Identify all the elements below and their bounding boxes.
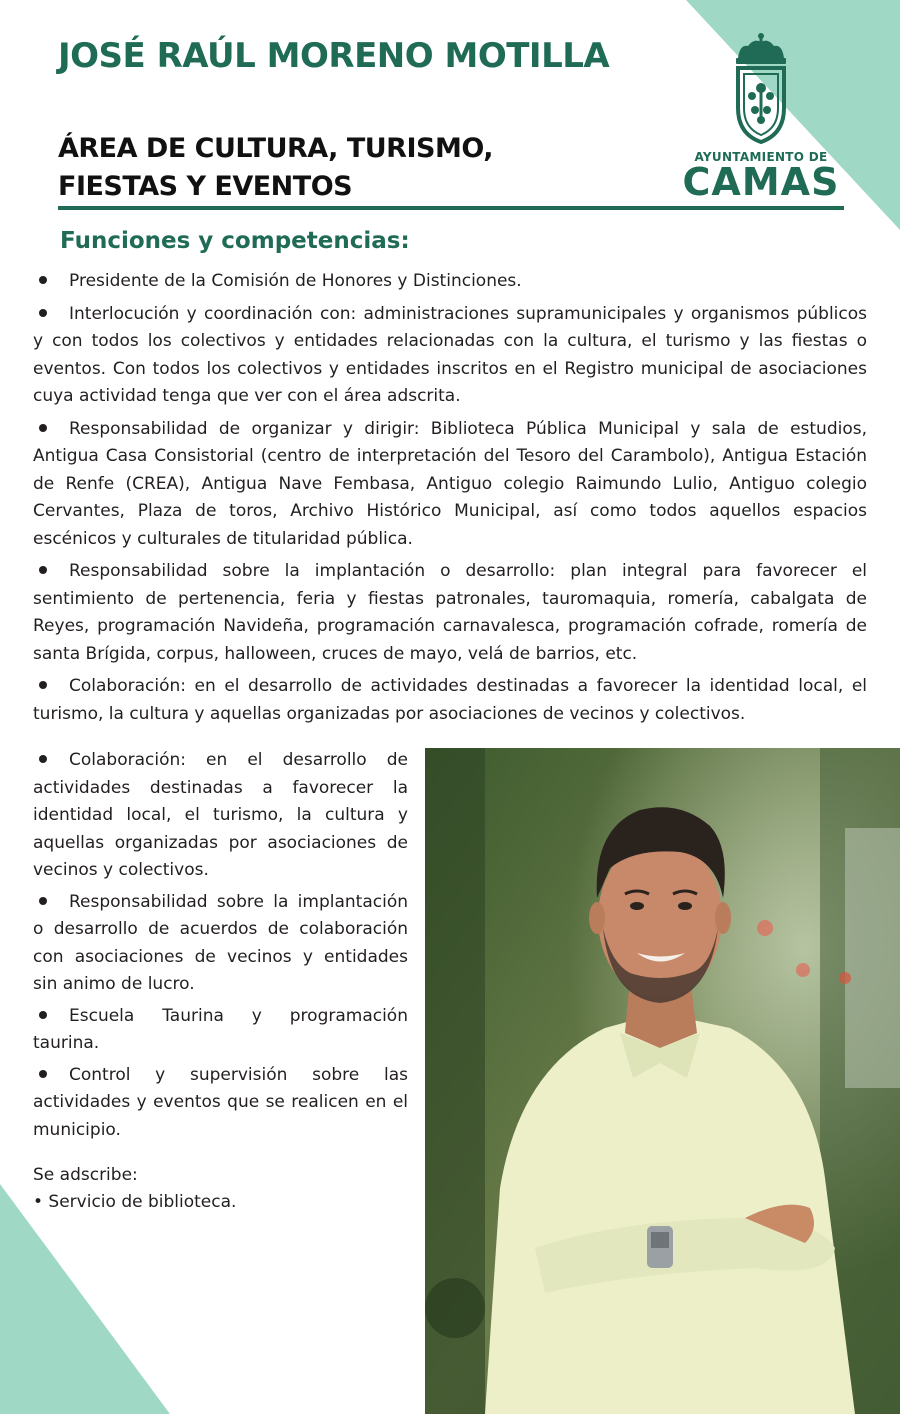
bullet-icon [39,424,47,432]
ayuntamiento-logo [676,30,846,202]
coat-of-arms-icon [676,30,846,150]
list-item: Interlocución y coordinación con: administraciones supramunicipales y organismos públicos y con todos los colectivos y entidades relacionadas con la cultura, el turismo y las fiestas o eventos. Con todos los colectivos y entidades inscritos en el Registro municipal de asociaciones cuya actividad tenga que ver con el área adscrita. [33,303,867,406]
list-item: Responsabilidad sobre la implantación o desarrollo: plan integral para favorecer el sentimiento de pertenencia, feria y fiestas patronales, tauromaquia, romería, cabalgata de Reyes, programación Navideña, programación carnavalesca, programación cofrade, romería de santa Brígida, corpus, halloween, cruces de mayo, velá de barrios, etc. [33,561,867,664]
functions-list-continued [33,747,408,1148]
list-item: Responsabilidad sobre la implantación o desarrollo de acuerdos de colaboración con asociaciones de vecinos y entidades sin animo de lucro. [33,891,408,994]
area-title: ÁREA DE CULTURA, TURISMO, FIESTAS Y EVENTOS [58,133,493,202]
corner-decoration-bottom [0,1184,170,1414]
bullet-icon [39,755,47,763]
header-divider [58,206,844,210]
list-item: Responsabilidad de organizar y dirigir: Biblioteca Pública Municipal y sala de estudios, Antigua Casa Consistorial (centro de interpretación del Tesoro del Carambolo), Antigua Estación de Renfe (CREA), Antigua Nave Fembasa, Antiguo colegio Raimundo Lulio, Antiguo colegio Cervantes, Plaza de toros, Archivo Histórico Municipal, así como todos aquellos espacios escénicos y culturales de titularidad pública. [33,418,867,549]
list-item: Colaboración: en el desarrollo de actividades destinadas a favorecer la identidad local, el turismo, la cultura y aquellas organizadas por asociaciones de vecinos y colectivos. [33,676,867,724]
bullet-icon [39,897,47,905]
adscribe-block [33,1162,393,1216]
bullet-icon [39,1070,47,1078]
list-item: Escuela Taurina y programación taurina. [33,1005,408,1053]
bullet-icon [39,1011,47,1019]
bullet-icon [39,276,47,284]
portrait-photo [425,748,900,1414]
list-item: Control y supervisión sobre las actividades y eventos que se realicen en el municipio. [33,1064,408,1140]
logo-caption: AYUNTAMIENTO DE [694,150,828,164]
portrait-illustration [425,748,900,1414]
list-item: Colaboración: en el desarrollo de actividades destinadas a favorecer la identidad local, el turismo, la cultura y aquellas organizadas por asociaciones de vecinos y colectivos. [33,750,408,880]
bullet-icon [39,566,47,574]
section-title: Funciones y competencias: [60,228,410,254]
logo-brand: CAMAS [682,160,840,204]
adscribe-item: • Servicio de biblioteca. [33,1192,237,1212]
adscribe-label: Se adscribe: [33,1165,138,1185]
bullet-icon [39,309,47,317]
bullet-icon [39,681,47,689]
person-name: JOSÉ RAÚL MORENO MOTILLA [58,36,610,76]
list-item: Presidente de la Comisión de Honores y Distinciones. [33,268,867,296]
functions-list [33,268,867,733]
